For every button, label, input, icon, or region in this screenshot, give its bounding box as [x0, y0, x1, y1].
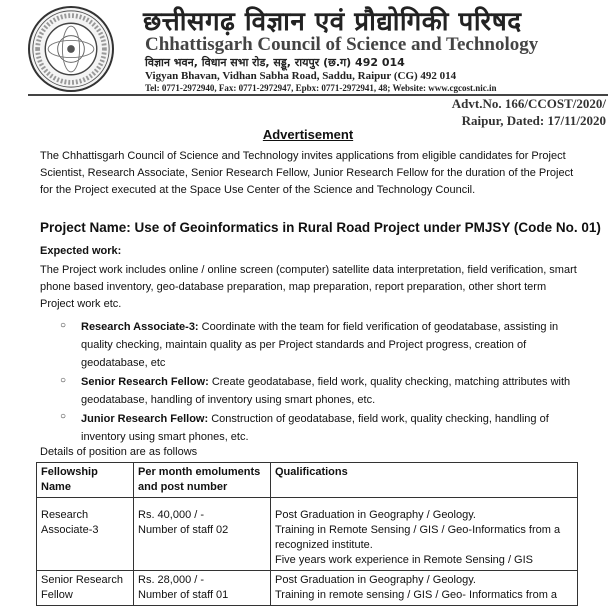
- role-duties: Create geodatabase, field work, quality checking, matching attributes with geodatabase, handling of inventory using smart phones, etc.: [81, 376, 571, 406]
- bullet-icon: ○: [60, 320, 67, 331]
- advt-date: Raipur, Dated: 17/11/2020: [461, 113, 606, 128]
- fellowship-name: Senior Research Fellow: [37, 571, 134, 606]
- list-item: [81, 373, 581, 409]
- hindi-council-title: छत्तीसगढ़ विज्ञान एवं प्रौद्योगिकी परिषद: [143, 7, 522, 37]
- positions-table: [36, 462, 578, 606]
- qualifications-cell: [271, 498, 578, 571]
- pay-amount: Rs. 40,000 / -: [138, 509, 205, 521]
- hindi-address: विज्ञान भवन, विधान सभा रोड, सड्डू, रायपुर (छ.ग) 492 014: [145, 56, 405, 69]
- role-duties: Construction of geodatabase, field work, quality checking, handling of inventory using smart phones, etc.: [81, 413, 549, 443]
- role-label: Senior Research Fellow:: [81, 376, 209, 388]
- emoluments-cell: [134, 498, 271, 571]
- english-address: Vigyan Bhavan, Vidhan Sabha Road, Saddu, Raipur (CG) 492 014: [145, 70, 457, 82]
- expected-work-label: Expected work:: [40, 245, 122, 257]
- role-label: Junior Research Fellow:: [81, 413, 209, 425]
- emoluments-cell: [134, 571, 271, 606]
- seal-emblem-icon: [30, 8, 112, 90]
- table-header-row: [37, 463, 578, 498]
- bullet-icon: ○: [60, 411, 67, 422]
- qualification-line: Post Graduation in Geography / Geology.: [275, 574, 476, 586]
- column-header: Per month emoluments and post number: [134, 463, 271, 498]
- advt-number: Advt.No. 166/CCOST/2020/: [451, 96, 606, 111]
- expected-work-text: The Project work includes online / online screen (computer) satellite data interpretation, field verification, smart phone based inventory, geo-database preparation, map preparation, report preparation, other short term Project work etc.: [40, 264, 577, 310]
- qualification-line: Post Graduation in Geography / Geology.: [275, 509, 476, 521]
- table-row: [37, 571, 578, 606]
- bullet-icon: ○: [60, 375, 67, 386]
- contact-line: Tel: 0771-2972940, Fax: 0771-2972947, Epbx: 0771-2972941, 48; Website: www.cgcost.nic.in: [145, 83, 497, 93]
- english-council-title: Chhattisgarh Council of Science and Technology: [145, 34, 539, 55]
- qualification-line: Five years work experience in Remote Sensing / GIS: [275, 554, 534, 566]
- column-header: Qualifications: [271, 463, 578, 498]
- list-item: [81, 318, 581, 372]
- qualifications-cell: [271, 571, 578, 606]
- table-row: [37, 498, 578, 571]
- qualification-line: Training in remote sensing / GIS / Geo- Informatics from a: [275, 589, 558, 601]
- list-item: [81, 410, 581, 446]
- intro-paragraph: The Chhattisgarh Council of Science and Technology invites applications from eligible candidates for Project Scientist, Research Associate, Senior Research Fellow, Junior Research Fellow for the duration of the Project for the Project executed at the Space Use Center of the Science and Technology Council.: [40, 150, 574, 196]
- qualification-line: Training in Remote Sensing / GIS / Geo-Informatics from a recognized institute.: [275, 524, 561, 551]
- staff-count: Number of staff 01: [138, 589, 229, 601]
- fellowship-name: Research Associate-3: [37, 498, 134, 571]
- staff-count: Number of staff 02: [138, 524, 229, 536]
- column-header: Fellowship Name: [37, 463, 134, 498]
- details-label: Details of position are as follows: [40, 446, 198, 458]
- project-name: Project Name: Use of Geoinformatics in Rural Road Project under PMJSY (Code No. 01): [40, 220, 601, 235]
- role-label: Research Associate-3:: [81, 321, 199, 333]
- pay-amount: Rs. 28,000 / -: [138, 574, 205, 586]
- role-duties: Coordinate with the team for field verification of geodatabase, assisting in quality checking, maintain quality as per Project standards and Project progress, creation of geodatabase, etc: [81, 321, 559, 369]
- advertisement-heading: Advertisement: [262, 127, 354, 142]
- council-seal-logo: [28, 6, 114, 92]
